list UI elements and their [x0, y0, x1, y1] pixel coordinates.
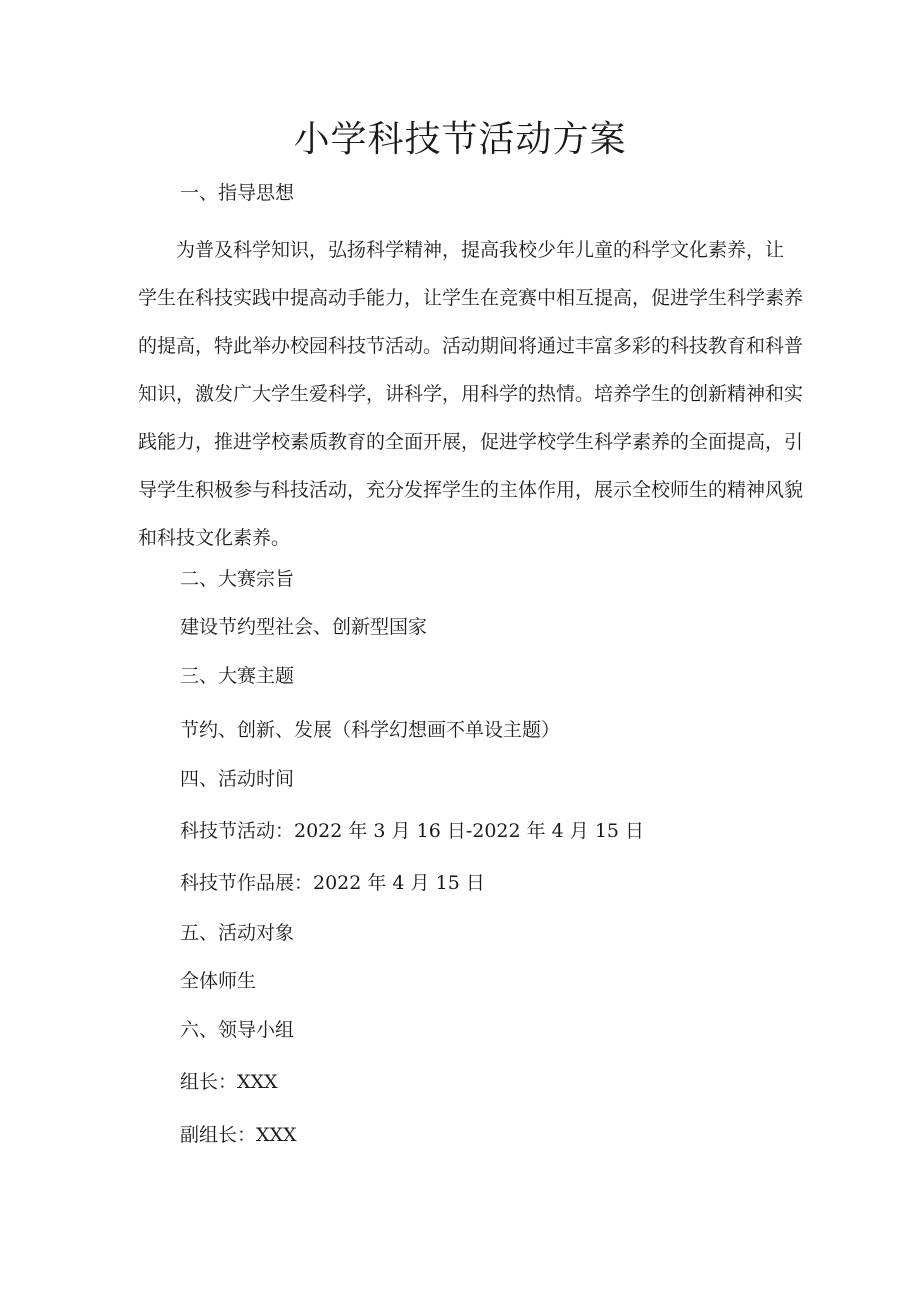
- paragraph-line: 的提高，特此举办校园科技节活动。活动期间将通过丰富多彩的科技教育和科普: [138, 335, 804, 357]
- document-title: 小学科技节活动方案: [293, 119, 627, 160]
- deputy-leader-line: 副组长：XXX: [180, 1124, 297, 1146]
- section-heading-participants: 五、活动对象: [180, 922, 295, 944]
- section-heading-activity-time: 四、活动时间: [180, 768, 295, 790]
- paragraph-line: 知识，激发广大学生爱科学，讲科学，用科学的热情。培养学生的创新精神和实: [138, 383, 804, 405]
- guiding-ideology-paragraph: [138, 226, 804, 562]
- paragraph-line: 学生在科技实践中提高动手能力，让学生在竞赛中相互提高，促进学生科学素养: [138, 287, 804, 309]
- competition-theme-text: 节约、创新、发展（科学幻想画不单设主题）: [180, 719, 561, 741]
- participants-text: 全体师生: [180, 970, 257, 992]
- competition-purpose-text: 建设节约型社会、创新型国家: [180, 616, 428, 638]
- section-heading-guiding-ideology: 一、指导思想: [180, 182, 295, 204]
- section-heading-competition-theme: 三、大赛主题: [180, 665, 295, 687]
- leader-line: 组长：XXX: [180, 1071, 278, 1093]
- paragraph-line: 和科技文化素养。: [138, 527, 291, 549]
- section-heading-leadership-group: 六、领导小组: [180, 1019, 295, 1041]
- section-heading-competition-purpose: 二、大赛宗旨: [180, 568, 295, 590]
- paragraph-line: 践能力，推进学校素质教育的全面开展，促进学校学生科学素养的全面提高，引: [138, 431, 804, 453]
- activity-time-exhibition: 科技节作品展：2022 年 4 月 15 日: [180, 872, 485, 894]
- paragraph-line: 导学生积极参与科技活动，充分发挥学生的主体作用，展示全校师生的精神风貌: [138, 479, 804, 501]
- activity-time-festival: 科技节活动：2022 年 3 月 16 日-2022 年 4 月 15 日: [180, 820, 645, 842]
- paragraph-line: 为普及科学知识，弘扬科学精神，提高我校少年儿童的科学文化素养，让: [176, 239, 785, 261]
